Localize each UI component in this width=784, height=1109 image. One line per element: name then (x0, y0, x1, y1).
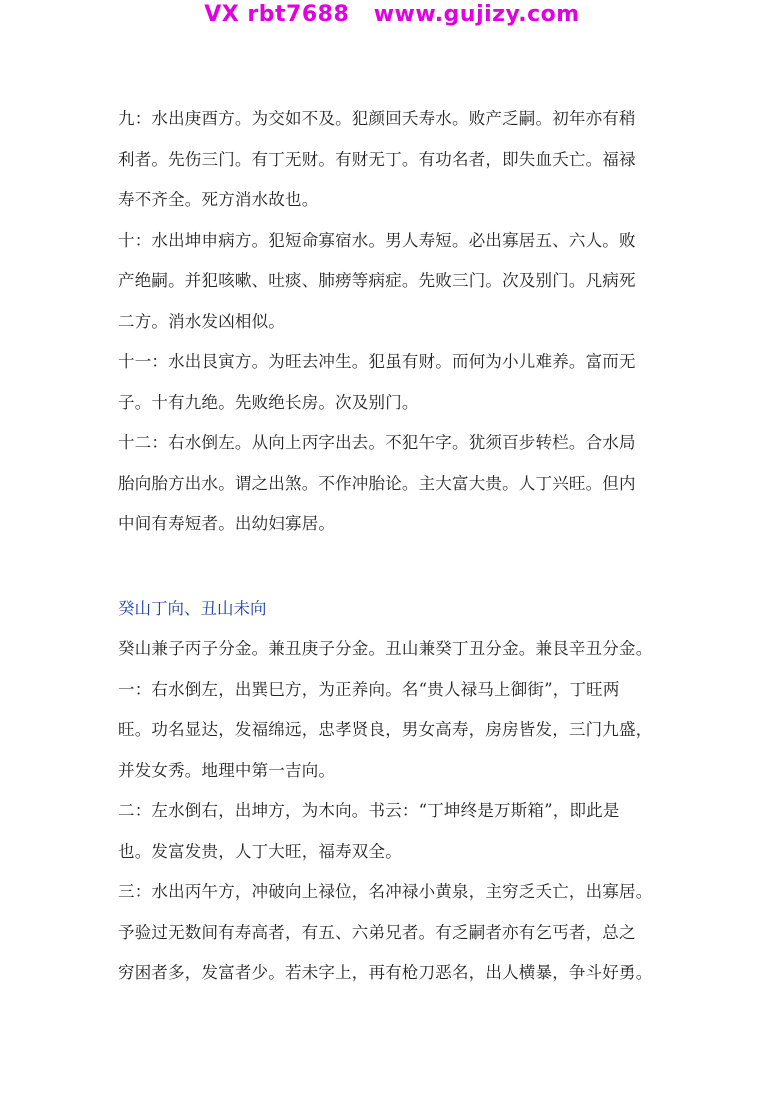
section-gap (118, 545, 678, 589)
text-line: 胎向胎方出水。谓之出煞。不作冲胎论。主大富大贵。人丁兴旺。但内 (118, 473, 636, 493)
text-line: 旺。功名显达，发福绵远，忠孝贤良，男女高寿，房房皆发，三门九盛， (118, 720, 653, 739)
text-line: 九：水出庚酉方。为交如不及。犯颜回夭寿水。败产乏嗣。初年亦有稍 (118, 109, 636, 128)
text-line: 二：左水倒右，出坤方，为木向。书云：“丁坤终是万斯箱”，即此是 (118, 801, 620, 820)
text-line: 子。十有九绝。先败绝长房。次及别门。 (118, 392, 419, 412)
text-line: 产绝嗣。并犯咳嗽、吐痰、肺痨等病症。先败三门。次及别门。凡病死 (118, 271, 636, 290)
text-line: 一：右水倒左，出巽巳方，为正养向。名“贵人禄马上御街”，丁旺两 (118, 679, 620, 699)
text-line: 予验过无数间有寿高者，有五、六弟兄者。有乏嗣者亦有乞丐者，总之 (118, 922, 636, 942)
watermark-text: VX rbt7688 www.gujizy.com (204, 2, 580, 27)
text-line: 二方。消水发凶相似。 (118, 311, 285, 331)
text-line: 十：水出坤申病方。犯短命寡宿水。男人寿短。必出寡居五、六人。败 (118, 230, 636, 250)
text-line: 十二：右水倒左。从向上丙字出去。不犯午字。犹须百步转栏。合水局 (118, 433, 636, 452)
text-line: 并发女秀。地理中第一吉向。 (118, 760, 336, 780)
text-line: 穷困者多，发富者少。若未字上，再有枪刀恶名，出人横暴，争斗好勇。 (118, 963, 653, 982)
document-body (118, 99, 678, 994)
section-heading: 癸山丁向、丑山未向 (118, 598, 267, 618)
text-line: 三：水出丙午方，冲破向上禄位，名冲禄小黄泉，主穷乏夭亡，出寡居。 (118, 882, 653, 901)
section-1 (118, 99, 678, 545)
text-line: 也。发富发贵，人丁大旺，福寿双全。 (118, 841, 402, 861)
text-line: 利者。先伤三门。有丁无财。有财无丁。有功名者，即失血夭亡。福禄 (118, 149, 636, 169)
text-line: 寿不齐全。死方消水故也。 (118, 190, 319, 209)
text-line: 中间有寿短者。出幼妇寡居。 (118, 514, 336, 533)
text-line: 十一：水出艮寅方。为旺去冲生。犯虽有财。而何为小儿难养。富而无 (118, 352, 636, 371)
text-line: 癸山兼子丙子分金。兼丑庚子分金。丑山兼癸丁丑分金。兼艮辛丑分金。 (118, 639, 653, 658)
section-2 (118, 629, 678, 994)
